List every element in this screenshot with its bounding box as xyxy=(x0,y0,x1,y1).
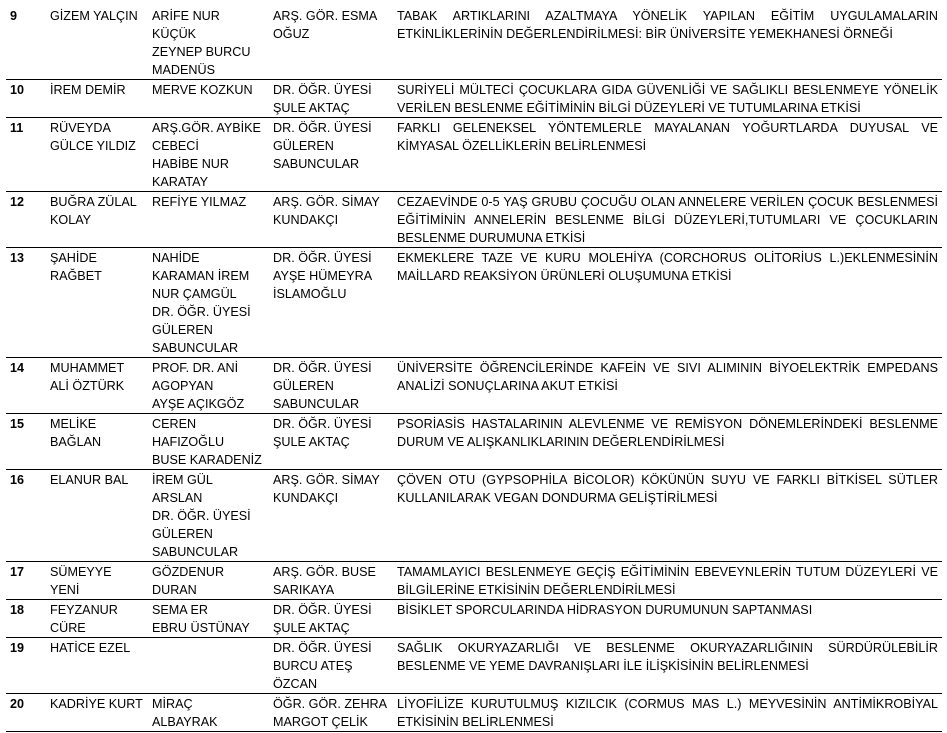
student-name: ŞAHİDE RAĞBET xyxy=(46,248,148,358)
consultant-line: NAHİDE xyxy=(152,251,200,265)
consultants-cell xyxy=(148,470,269,562)
consultants-cell xyxy=(148,694,269,732)
consultant-line: MERVE KOZKUN xyxy=(152,83,253,97)
advisor-cell xyxy=(269,118,393,192)
advisor-line: AYŞE HÜMEYRA xyxy=(273,269,373,283)
advisor-line: BURCU ATEŞ xyxy=(273,659,353,673)
advisor-line: GÜLEREN xyxy=(273,379,334,393)
consultants-cell xyxy=(148,414,269,470)
consultant-line: BUSE KARADENİZ xyxy=(152,453,262,467)
consultant-line: AYŞE AÇIKGÖZ xyxy=(152,397,245,411)
thesis-title: TABAK ARTIKLARINI AZALTMAYA YÖNELİK YAPILAN EĞİTİM UYGULAMALARIN ETKİNLİKLERİNİN DEĞERLENDİRİLMESİ: BİR ÜNİVERSİTE YEMEKHANESİ ÖRNEĞİ xyxy=(393,6,942,80)
thesis-title: PSORİASİS HASTALARININ ALEVLENME VE REMİSYON DÖNEMLERİNDEKİ BESLENME DURUM VE ALIŞKANLIKLARININ DEĞERLENDİRİLMESİ xyxy=(393,414,942,470)
student-name: FEYZANUR CÜRE xyxy=(46,600,148,638)
thesis-title: BİSİKLET SPORCULARINDA HİDRASYON DURUMUNUN SAPTANMASI xyxy=(393,600,942,638)
consultant-line: KARAMAN İREM xyxy=(152,269,250,283)
advisor-line: SABUNCULAR xyxy=(273,397,360,411)
consultant-line: DR. ÖĞR. ÜYESİ xyxy=(152,509,251,523)
student-name: MELİKE BAĞLAN xyxy=(46,414,148,470)
advisor-line: DR. ÖĞR. ÜYESİ xyxy=(273,417,372,431)
advisor-line: KUNDAKÇI xyxy=(273,213,339,227)
consultants-cell xyxy=(148,80,269,118)
advisor-line: ÖĞR. GÖR. ZEHRA xyxy=(273,697,388,711)
consultants-cell xyxy=(148,248,269,358)
advisor-line: DR. ÖĞR. ÜYESİ xyxy=(273,83,372,97)
consultant-line: GÖZDENUR xyxy=(152,565,225,579)
table-row xyxy=(6,118,942,192)
consultant-line: PROF. DR. ANİ xyxy=(152,361,239,375)
advisor-line: MARGOT ÇELİK xyxy=(273,715,368,729)
student-name: HATİCE EZEL xyxy=(46,638,148,694)
advisor-line: ÖZCAN xyxy=(273,677,318,691)
advisor-line: OĞUZ xyxy=(273,27,310,41)
consultant-line: ARİFE NUR xyxy=(152,9,220,23)
row-number: 10 xyxy=(6,80,46,118)
advisor-line: KUNDAKÇI xyxy=(273,491,339,505)
consultant-line: ZEYNEP BURCU xyxy=(152,45,251,59)
advisor-line: ARŞ. GÖR. ESMA xyxy=(273,9,378,23)
table-row xyxy=(6,414,942,470)
consultant-line: MİRAÇ xyxy=(152,697,193,711)
consultant-line: EBRU ÜSTÜNAY xyxy=(152,621,250,635)
advisor-line: SABUNCULAR xyxy=(273,157,360,171)
advisor-line: DR. ÖĞR. ÜYESİ xyxy=(273,361,372,375)
advisor-line: DR. ÖĞR. ÜYESİ xyxy=(273,603,372,617)
thesis-title: FARKLI GELENEKSEL YÖNTEMLERLE MAYALANAN YOĞURTLARDA DUYUSAL VE KİMYASAL ÖZELLİKLERİN BELİRLENMESİ xyxy=(393,118,942,192)
consultant-line: DURAN xyxy=(152,583,197,597)
consultant-line: SEMA ER xyxy=(152,603,208,617)
student-name: MUHAMMET ALİ ÖZTÜRK xyxy=(46,358,148,414)
consultant-line: SABUNCULAR xyxy=(152,545,239,559)
advisor-line: İSLAMOĞLU xyxy=(273,287,347,301)
row-number: 12 xyxy=(6,192,46,248)
advisor-line: DR. ÖĞR. ÜYESİ xyxy=(273,641,372,655)
consultant-line: ALBAYRAK xyxy=(152,715,218,729)
thesis-title: LİYOFİLİZE KURUTULMUŞ KIZILCIK (CORMUS MAS L.) MEYVESİNİN ANTİMİKROBİYAL ETKİSİNİN BELİRLENMESİ xyxy=(393,694,942,732)
consultant-line: KARATAY xyxy=(152,175,208,189)
table-row xyxy=(6,470,942,562)
advisor-line: DR. ÖĞR. ÜYESİ xyxy=(273,121,372,135)
thesis-title: CEZAEVİNDE 0-5 YAŞ GRUBU ÇOCUĞU OLAN ANNELERE VERİLEN ÇOCUK BESLENMESİ EĞİTİMİNİN ANNELERİN BESLENME BİLGİ DÜZEYLERİ,TUTUMLARI VE ÇOCUKLARIN BESLENME DURUMUNA ETKİSİ xyxy=(393,192,942,248)
student-name: İREM DEMİR xyxy=(46,80,148,118)
consultant-line: HAFIZOĞLU xyxy=(152,435,225,449)
advisor-cell xyxy=(269,562,393,600)
student-name: GİZEM YALÇIN xyxy=(46,6,148,80)
row-number: 20 xyxy=(6,694,46,732)
advisor-cell xyxy=(269,248,393,358)
advisor-line: ŞULE AKTAÇ xyxy=(273,435,350,449)
row-number: 17 xyxy=(6,562,46,600)
advisor-cell xyxy=(269,694,393,732)
advisor-line: SARIKAYA xyxy=(273,583,335,597)
row-number: 15 xyxy=(6,414,46,470)
row-number: 16 xyxy=(6,470,46,562)
thesis-title: ÇÖVEN OTU (GYPSOPHİLA BİCOLOR) KÖKÜNÜN SUYU VE FARKLI BİTKİSEL SÜTLER KULLANILARAK VEGAN DONDURMA GELİŞTİRİLMESİ xyxy=(393,470,942,562)
table-row xyxy=(6,562,942,600)
advisor-line: ARŞ. GÖR. BUSE xyxy=(273,565,376,579)
advisor-line: ARŞ. GÖR. SİMAY xyxy=(273,473,380,487)
table-row xyxy=(6,694,942,732)
table-row xyxy=(6,638,942,694)
advisor-cell xyxy=(269,192,393,248)
student-name: BUĞRA ZÜLAL KOLAY xyxy=(46,192,148,248)
thesis-table-body xyxy=(6,6,942,732)
consultants-cell xyxy=(148,562,269,600)
thesis-title: SAĞLIK OKURYAZARLIĞI VE BESLENME OKURYAZARLIĞININ SÜRDÜRÜLEBİLİR BESLENME VE YEME DAVRANIŞLARI İLE İLİŞKİSİNİN BELİRLENMESİ xyxy=(393,638,942,694)
student-name: KADRİYE KURT xyxy=(46,694,148,732)
student-name: RÜVEYDA GÜLCE YILDIZ xyxy=(46,118,148,192)
table-row xyxy=(6,80,942,118)
student-name: SÜMEYYE YENİ xyxy=(46,562,148,600)
table-row xyxy=(6,6,942,80)
consultants-cell xyxy=(148,638,269,694)
advisor-line: DR. ÖĞR. ÜYESİ xyxy=(273,251,372,265)
consultant-line: GÜLEREN xyxy=(152,323,213,337)
table-row xyxy=(6,600,942,638)
consultant-line: GÜLEREN xyxy=(152,527,213,541)
consultant-line: NUR ÇAMGÜL xyxy=(152,287,237,301)
row-number: 18 xyxy=(6,600,46,638)
consultants-cell xyxy=(148,6,269,80)
thesis-title: EKMEKLERE TAZE VE KURU MOLEHİYA (CORCHORUS OLİTORİUS L.)EKLENMESİNİN MAİLLARD REAKSİYON ÜRÜNLERİ OLUŞUMUNA ETKİSİ xyxy=(393,248,942,358)
advisor-line: ARŞ. GÖR. SİMAY xyxy=(273,195,380,209)
row-number: 11 xyxy=(6,118,46,192)
thesis-title: TAMAMLAYICI BESLENMEYE GEÇİŞ EĞİTİMİNİN EBEVEYNLERİN TUTUM DÜZEYLERİ VE BİLGİLERİNE ETKİSİNİN DEĞERLENDİRİLMESİ xyxy=(393,562,942,600)
consultant-line: MADENÜS xyxy=(152,63,215,77)
thesis-title: SURİYELİ MÜLTECİ ÇOCUKLARA GIDA GÜVENLİĞİ VE SAĞLIKLI BESLENMEYE YÖNELİK VERİLEN BESLENME EĞİTİMİNİN BİLGİ DÜZEYLERİ VE TUTUMLARINA ETKİSİ xyxy=(393,80,942,118)
consultant-line: CEBECİ xyxy=(152,139,199,153)
consultant-line: SABUNCULAR xyxy=(152,341,239,355)
advisor-line: ŞULE AKTAÇ xyxy=(273,101,350,115)
advisor-cell xyxy=(269,470,393,562)
table-row xyxy=(6,248,942,358)
consultant-line: AGOPYAN xyxy=(152,379,214,393)
advisor-line: GÜLEREN xyxy=(273,139,334,153)
consultants-cell xyxy=(148,600,269,638)
row-number: 9 xyxy=(6,6,46,80)
consultant-line: HABİBE NUR xyxy=(152,157,229,171)
advisor-cell xyxy=(269,414,393,470)
advisor-cell xyxy=(269,638,393,694)
advisor-cell xyxy=(269,600,393,638)
table-row xyxy=(6,358,942,414)
row-number: 13 xyxy=(6,248,46,358)
consultant-line: ARSLAN xyxy=(152,491,203,505)
advisor-line: ŞULE AKTAÇ xyxy=(273,621,350,635)
advisor-cell xyxy=(269,80,393,118)
table-row xyxy=(6,192,942,248)
consultant-line: İREM GÜL xyxy=(152,473,213,487)
row-number: 19 xyxy=(6,638,46,694)
consultant-line: REFİYE YILMAZ xyxy=(152,195,247,209)
consultant-line: KÜÇÜK xyxy=(152,27,197,41)
consultants-cell xyxy=(148,358,269,414)
consultant-line: DR. ÖĞR. ÜYESİ xyxy=(152,305,251,319)
consultants-cell xyxy=(148,192,269,248)
thesis-title: ÜNİVERSİTE ÖĞRENCİLERİNDE KAFEİN VE SIVI ALIMININ BİYOELEKTRİK EMPEDANS ANALİZİ SONUÇLARINA AKUT ETKİSİ xyxy=(393,358,942,414)
consultant-line: ARŞ.GÖR. AYBİKE xyxy=(152,121,261,135)
consultant-line: CEREN xyxy=(152,417,197,431)
advisor-cell xyxy=(269,6,393,80)
thesis-table xyxy=(6,6,942,732)
consultants-cell xyxy=(148,118,269,192)
row-number: 14 xyxy=(6,358,46,414)
advisor-cell xyxy=(269,358,393,414)
student-name: ELANUR BAL xyxy=(46,470,148,562)
